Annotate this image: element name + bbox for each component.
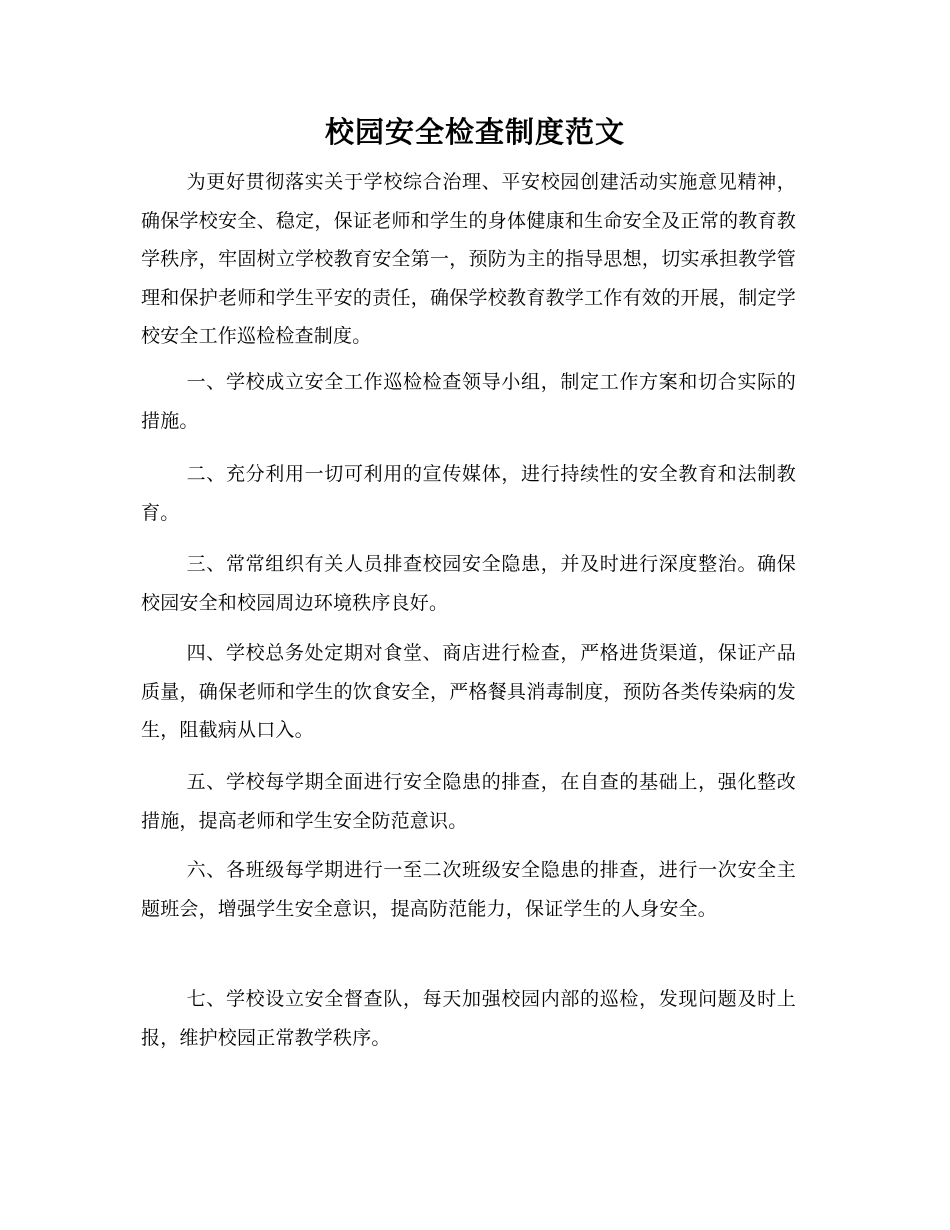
clause-7-paragraph: 七、学校设立安全督查队，每天加强校园内部的巡检，发现问题及时上报，维护校园正常教学秩序。 xyxy=(141,988,796,1049)
clause-5-paragraph: 五、学校每学期全面进行安全隐患的排查，在自查的基础上，强化整改措施，提高老师和学生安全防范意识。 xyxy=(141,771,796,832)
clause-1-paragraph: 一、学校成立安全工作巡检检查领导小组，制定工作方案和切合实际的措施。 xyxy=(141,371,796,432)
clause-4-paragraph: 四、学校总务处定期对食堂、商店进行检查，严格进货渠道，保证产品质量，确保老师和学生的饮食安全，严格餐具消毒制度，预防各类传染病的发生，阻截病从口入。 xyxy=(141,642,796,741)
clause-2-paragraph: 二、充分利用一切可利用的宣传媒体，进行持续性的安全教育和法制教育。 xyxy=(141,463,796,524)
clause-6-paragraph: 六、各班级每学期进行一至二次班级安全隐患的排查，进行一次安全主题班会，增强学生安全意识，提高防范能力，保证学生的人身安全。 xyxy=(141,859,796,920)
clause-3-paragraph: 三、常常组织有关人员排查校园安全隐患，并及时进行深度整治。确保校园安全和校园周边环境秩序良好。 xyxy=(141,553,796,614)
document-title: 校园安全检查制度范文 xyxy=(324,115,625,149)
intro-paragraph: 为更好贯彻落实关于学校综合治理、平安校园创建活动实施意见精神，确保学校安全、稳定，保证老师和学生的身体健康和生命安全及正常的教育教学秩序，牢固树立学校教育安全第一，预防为主的指导思想，切实承担教学管理和保护老师和学生平安的责任，确保学校教育教学工作有效的开展，制定学校安全工作巡检检查制度。 xyxy=(141,171,796,347)
